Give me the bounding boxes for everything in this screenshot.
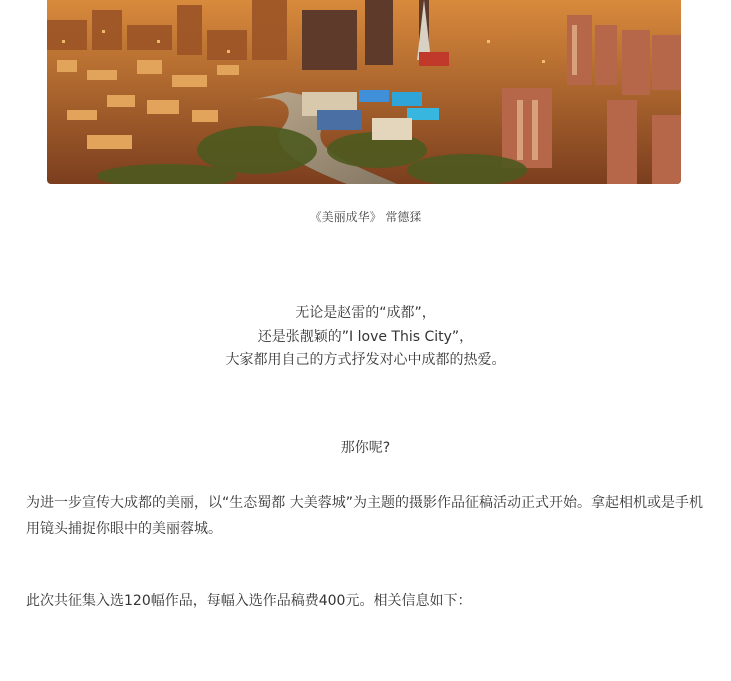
question-text: 那你呢?	[340, 440, 391, 456]
poem-line: 大家都用自己的方式抒发对心中成都的热爱。	[225, 352, 506, 368]
poem-block	[0, 302, 731, 373]
photo-caption: 《美丽成华》 常德猱	[309, 210, 422, 224]
intro-paragraph: 为进一步宣传大成都的美丽，以“生态蜀都 大美蓉城”为主题的摄影作品征稿活动正式开始。拿起相机或是手机用镜头捕捉你眼中的美丽蓉城。	[26, 495, 703, 537]
poem-line: 无论是赵雷的“成都”，	[295, 305, 436, 321]
city-skyline-image	[47, 0, 681, 184]
poem-line: 还是张靓颖的”I love This City”，	[257, 328, 474, 345]
info-paragraph: 此次共征集入选120幅作品，每幅入选作品稿费400元。相关信息如下：	[26, 593, 472, 609]
city-photo	[47, 0, 681, 184]
